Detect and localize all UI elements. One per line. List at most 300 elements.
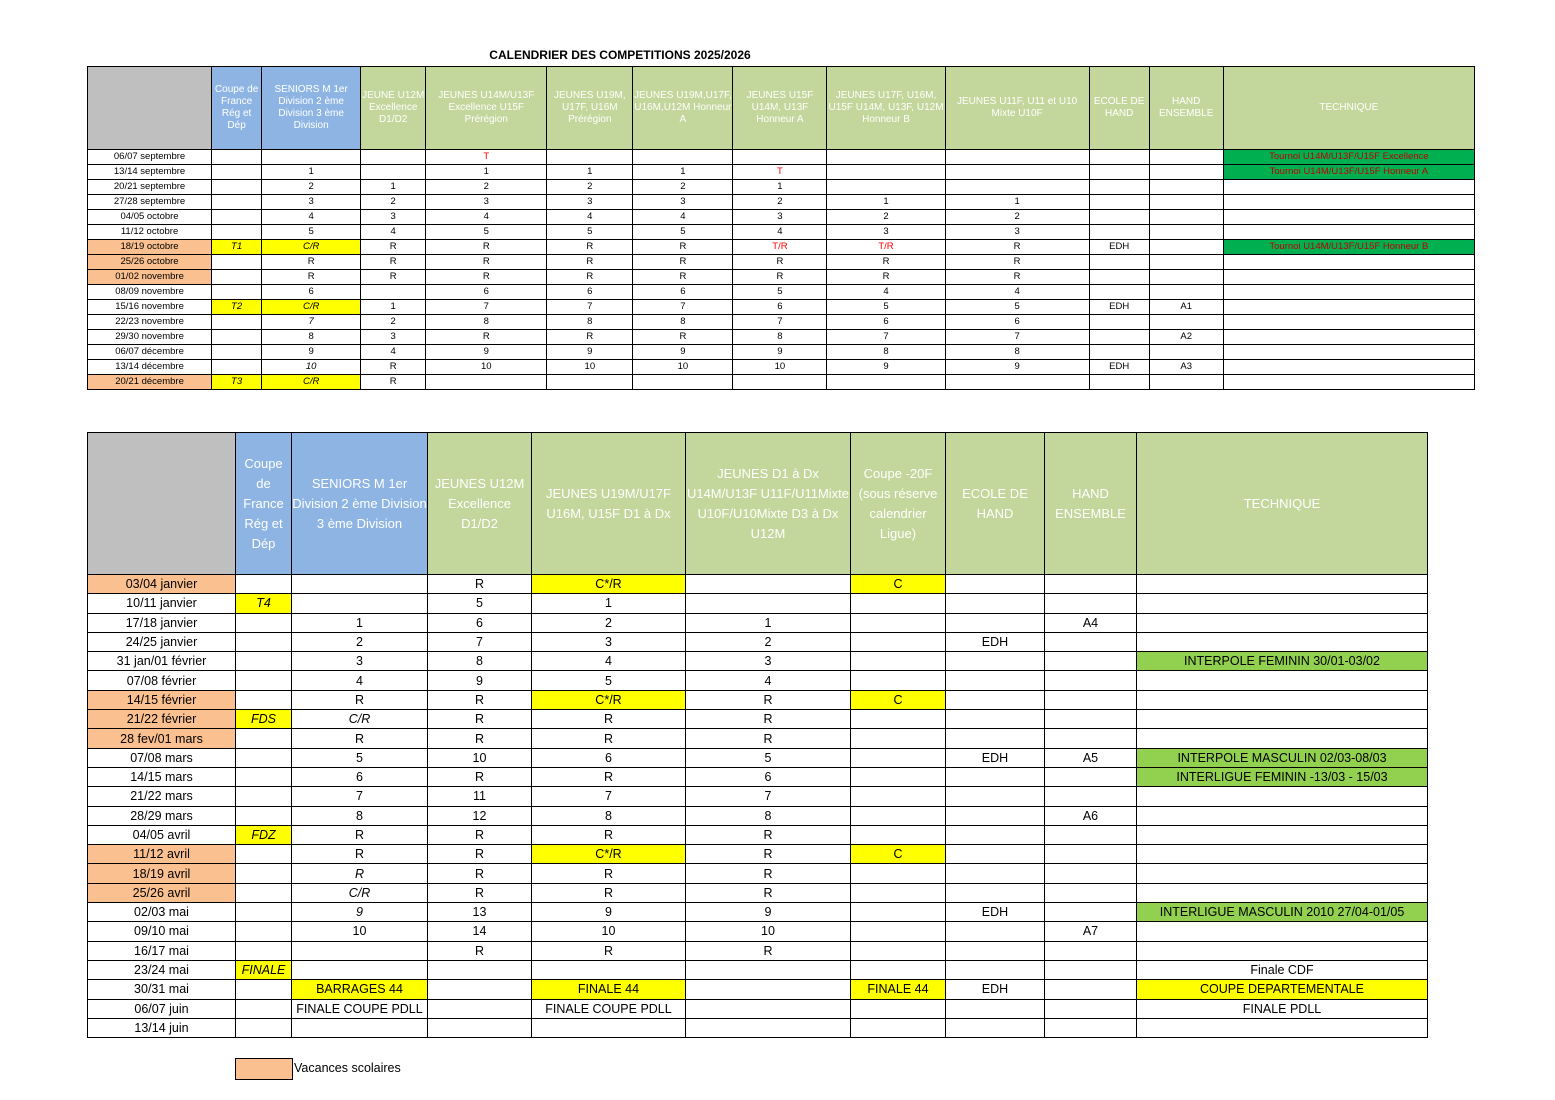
table-cell bbox=[1137, 941, 1428, 960]
table-cell bbox=[1089, 375, 1149, 390]
table-cell: R bbox=[262, 255, 361, 270]
table-cell bbox=[1137, 575, 1428, 594]
table-cell: 4 bbox=[262, 210, 361, 225]
table-cell bbox=[946, 767, 1045, 786]
table-cell: 3 bbox=[361, 210, 426, 225]
table-row bbox=[88, 941, 1428, 960]
table-cell: R bbox=[426, 255, 547, 270]
table-cell: 9 bbox=[547, 345, 633, 360]
table-cell bbox=[1223, 285, 1474, 300]
table-cell bbox=[733, 150, 827, 165]
table-cell bbox=[1137, 710, 1428, 729]
table-cell bbox=[236, 652, 292, 671]
table-row bbox=[88, 632, 1428, 651]
column-header: Coupe -20F (sous réserve calendrier Ligue) bbox=[851, 433, 946, 575]
table-cell bbox=[212, 150, 262, 165]
date-cell: 06/07 septembre bbox=[88, 150, 212, 165]
table-cell: 7 bbox=[633, 300, 733, 315]
table-cell bbox=[827, 180, 945, 195]
table-cell bbox=[1223, 225, 1474, 240]
table-cell bbox=[1223, 255, 1474, 270]
table-cell: A5 bbox=[1045, 748, 1137, 767]
table-cell: R bbox=[428, 710, 532, 729]
table-cell bbox=[1137, 613, 1428, 632]
table-cell bbox=[1137, 1018, 1428, 1037]
table-cell: R bbox=[547, 240, 633, 255]
table-cell: R bbox=[686, 729, 851, 748]
table-cell: 10 bbox=[686, 922, 851, 941]
table-cell: 4 bbox=[532, 652, 686, 671]
date-cell: 17/18 janvier bbox=[88, 613, 236, 632]
table-cell: A3 bbox=[1149, 360, 1223, 375]
table-cell: 3 bbox=[426, 195, 547, 210]
table-cell bbox=[851, 594, 946, 613]
table-cell: 5 bbox=[945, 300, 1089, 315]
date-cell: 03/04 janvier bbox=[88, 575, 236, 594]
table-cell bbox=[827, 150, 945, 165]
table-cell bbox=[212, 165, 262, 180]
table-cell: R bbox=[361, 375, 426, 390]
table-cell: R bbox=[292, 729, 428, 748]
table-cell bbox=[946, 1018, 1045, 1037]
table-cell: R bbox=[361, 240, 426, 255]
table-cell: R bbox=[827, 270, 945, 285]
table-cell: 2 bbox=[686, 632, 851, 651]
table-cell: T4 bbox=[236, 594, 292, 613]
table-cell bbox=[851, 652, 946, 671]
table-cell bbox=[1149, 165, 1223, 180]
table-row bbox=[88, 671, 1428, 690]
table-cell: 8 bbox=[686, 806, 851, 825]
table-cell: 5 bbox=[426, 225, 547, 240]
table-row bbox=[88, 710, 1428, 729]
date-cell: 25/26 octobre bbox=[88, 255, 212, 270]
table-cell bbox=[212, 270, 262, 285]
table-row bbox=[88, 255, 1475, 270]
table-cell: T/R bbox=[827, 240, 945, 255]
table-cell: 3 bbox=[633, 195, 733, 210]
table-cell bbox=[1045, 575, 1137, 594]
table-cell: R bbox=[292, 864, 428, 883]
table-cell bbox=[686, 960, 851, 979]
table-cell bbox=[236, 845, 292, 864]
table-cell bbox=[1137, 729, 1428, 748]
table-cell bbox=[292, 960, 428, 979]
table-cell: EDH bbox=[946, 632, 1045, 651]
table-cell: 5 bbox=[733, 285, 827, 300]
table-cell: 4 bbox=[361, 345, 426, 360]
table-cell: R bbox=[686, 690, 851, 709]
table-cell: 8 bbox=[532, 806, 686, 825]
date-cell: 18/19 octobre bbox=[88, 240, 212, 255]
table-cell bbox=[1149, 240, 1223, 255]
table-cell bbox=[1149, 210, 1223, 225]
table-cell bbox=[1089, 150, 1149, 165]
table-cell: R bbox=[633, 270, 733, 285]
table-cell bbox=[945, 165, 1089, 180]
table-cell bbox=[945, 150, 1089, 165]
table-cell bbox=[1045, 980, 1137, 999]
table-cell: 7 bbox=[292, 787, 428, 806]
table-cell: R bbox=[428, 825, 532, 844]
table-cell: C bbox=[851, 845, 946, 864]
table-cell: 2 bbox=[262, 180, 361, 195]
date-cell: 04/05 octobre bbox=[88, 210, 212, 225]
date-cell: 11/12 avril bbox=[88, 845, 236, 864]
table-row bbox=[88, 1018, 1428, 1037]
table-cell: 1 bbox=[292, 613, 428, 632]
table-cell bbox=[686, 1018, 851, 1037]
table-row bbox=[88, 375, 1475, 390]
column-header: JEUNES D1 à Dx U14M/U13F U11F/U11Mixte U10F/U10Mixte D3 à Dx U12M bbox=[686, 433, 851, 575]
table-cell: 11 bbox=[428, 787, 532, 806]
table-cell: 6 bbox=[547, 285, 633, 300]
table-cell: R bbox=[945, 240, 1089, 255]
table-cell: 1 bbox=[827, 195, 945, 210]
table-cell bbox=[851, 922, 946, 941]
table-cell: 8 bbox=[945, 345, 1089, 360]
table-cell: Finale CDF bbox=[1137, 960, 1428, 979]
table-cell bbox=[851, 883, 946, 902]
table-cell bbox=[851, 864, 946, 883]
date-cell: 28/29 mars bbox=[88, 806, 236, 825]
table-cell: COUPE DEPARTEMENTALE bbox=[1137, 980, 1428, 999]
date-cell: 28 fev/01 mars bbox=[88, 729, 236, 748]
table-cell: T2 bbox=[212, 300, 262, 315]
table-cell: R bbox=[292, 690, 428, 709]
table-cell: R bbox=[547, 270, 633, 285]
table-cell bbox=[1089, 270, 1149, 285]
table-cell: 3 bbox=[547, 195, 633, 210]
date-cell: 20/21 décembre bbox=[88, 375, 212, 390]
table-cell: R bbox=[428, 729, 532, 748]
table-cell bbox=[1045, 960, 1137, 979]
table-cell bbox=[851, 787, 946, 806]
table-cell bbox=[946, 575, 1045, 594]
table-cell: A7 bbox=[1045, 922, 1137, 941]
column-header: JEUNES U11F, U11 et U10 Mixte U10F bbox=[945, 67, 1089, 150]
date-cell: 07/08 février bbox=[88, 671, 236, 690]
table-cell: R bbox=[428, 883, 532, 902]
column-header: SENIORS M 1er Division 2 ème Division 3 ème Division bbox=[292, 433, 428, 575]
table-cell bbox=[946, 941, 1045, 960]
table-cell: 9 bbox=[945, 360, 1089, 375]
table-cell bbox=[1137, 845, 1428, 864]
table-cell: R bbox=[428, 767, 532, 786]
table-cell bbox=[1045, 999, 1137, 1018]
table-cell bbox=[236, 690, 292, 709]
date-cell: 06/07 juin bbox=[88, 999, 236, 1018]
column-header: TECHNIQUE bbox=[1223, 67, 1474, 150]
table-cell bbox=[946, 845, 1045, 864]
table-row bbox=[88, 922, 1428, 941]
table-cell: C*/R bbox=[532, 845, 686, 864]
table-cell: 5 bbox=[547, 225, 633, 240]
legend-label: Vacances scolaires bbox=[294, 1061, 401, 1075]
table-cell bbox=[686, 594, 851, 613]
table-cell: 5 bbox=[262, 225, 361, 240]
date-cell: 22/23 novembre bbox=[88, 315, 212, 330]
table-cell bbox=[1045, 883, 1137, 902]
table-cell bbox=[946, 960, 1045, 979]
table-cell: 7 bbox=[945, 330, 1089, 345]
table-cell: 9 bbox=[633, 345, 733, 360]
table-cell bbox=[946, 787, 1045, 806]
table-cell: 2 bbox=[733, 195, 827, 210]
table-cell bbox=[1149, 345, 1223, 360]
table-cell bbox=[851, 941, 946, 960]
column-header: JEUNES U14M/U13F Excellence U15F Prérégion bbox=[426, 67, 547, 150]
table-cell: 6 bbox=[686, 767, 851, 786]
table-cell bbox=[851, 960, 946, 979]
table-row bbox=[88, 225, 1475, 240]
table-cell bbox=[1137, 825, 1428, 844]
date-cell: 02/03 mai bbox=[88, 903, 236, 922]
date-cell: 10/11 janvier bbox=[88, 594, 236, 613]
table-row bbox=[88, 300, 1475, 315]
date-cell: 13/14 septembre bbox=[88, 165, 212, 180]
table-cell bbox=[946, 652, 1045, 671]
date-cell: 11/12 octobre bbox=[88, 225, 212, 240]
table-row bbox=[88, 729, 1428, 748]
table-cell: 4 bbox=[633, 210, 733, 225]
table-cell: 6 bbox=[945, 315, 1089, 330]
column-header: JEUNES U12M Excellence D1/D2 bbox=[428, 433, 532, 575]
table-cell bbox=[1137, 864, 1428, 883]
table-row bbox=[88, 845, 1428, 864]
table-cell bbox=[1045, 845, 1137, 864]
table-cell: EDH bbox=[946, 748, 1045, 767]
table-cell bbox=[945, 375, 1089, 390]
table-cell bbox=[426, 375, 547, 390]
table-cell: R bbox=[426, 330, 547, 345]
table-row bbox=[88, 613, 1428, 632]
table-cell bbox=[1137, 922, 1428, 941]
table-cell: C bbox=[851, 575, 946, 594]
table-cell: R bbox=[361, 360, 426, 375]
table-cell: 4 bbox=[733, 225, 827, 240]
table-cell bbox=[1089, 330, 1149, 345]
table-cell: 8 bbox=[547, 315, 633, 330]
table-cell: 5 bbox=[428, 594, 532, 613]
table-cell: INTERPOLE MASCULIN 02/03-08/03 bbox=[1137, 748, 1428, 767]
table-cell bbox=[1089, 285, 1149, 300]
table-cell: R bbox=[428, 690, 532, 709]
table-cell bbox=[1223, 360, 1474, 375]
table-cell: 3 bbox=[292, 652, 428, 671]
date-cell: 30/31 mai bbox=[88, 980, 236, 999]
table-cell bbox=[851, 1018, 946, 1037]
table-cell: 5 bbox=[633, 225, 733, 240]
table-cell: 10 bbox=[426, 360, 547, 375]
table-cell: 1 bbox=[361, 300, 426, 315]
column-header: ECOLE DE HAND bbox=[946, 433, 1045, 575]
table-cell bbox=[633, 375, 733, 390]
table-cell bbox=[686, 575, 851, 594]
table-cell bbox=[1089, 165, 1149, 180]
table-cell: R bbox=[532, 825, 686, 844]
column-header: JEUNES U19M,U17F, U16M,U12M Honneur A bbox=[633, 67, 733, 150]
table-cell: 5 bbox=[532, 671, 686, 690]
table-cell: 13 bbox=[428, 903, 532, 922]
table-cell bbox=[1223, 375, 1474, 390]
table-cell: 6 bbox=[532, 748, 686, 767]
table-cell: 6 bbox=[633, 285, 733, 300]
table-cell: 9 bbox=[532, 903, 686, 922]
table-cell bbox=[1137, 690, 1428, 709]
table-cell bbox=[946, 671, 1045, 690]
table-cell: 4 bbox=[686, 671, 851, 690]
table-row bbox=[88, 330, 1475, 345]
table-cell bbox=[212, 360, 262, 375]
table-cell: 7 bbox=[426, 300, 547, 315]
table-cell bbox=[1223, 210, 1474, 225]
table-cell bbox=[1149, 255, 1223, 270]
table-row bbox=[88, 594, 1428, 613]
table-cell: Tournoi U14M/U13F/U15F Honneur B bbox=[1223, 240, 1474, 255]
table-cell: 1 bbox=[945, 195, 1089, 210]
table-cell: 6 bbox=[428, 613, 532, 632]
table-cell: 2 bbox=[532, 613, 686, 632]
table-cell: R bbox=[686, 883, 851, 902]
table-cell: C/R bbox=[262, 300, 361, 315]
date-cell: 07/08 mars bbox=[88, 748, 236, 767]
column-header: TECHNIQUE bbox=[1137, 433, 1428, 575]
table-row bbox=[88, 240, 1475, 255]
table-cell: R bbox=[733, 270, 827, 285]
table-cell: Tournoi U14M/U13F/U15F Honneur A bbox=[1223, 165, 1474, 180]
table-cell: 1 bbox=[361, 180, 426, 195]
table-cell bbox=[1045, 690, 1137, 709]
table-cell: C*/R bbox=[532, 690, 686, 709]
date-cell: 16/17 mai bbox=[88, 941, 236, 960]
table-cell bbox=[547, 375, 633, 390]
table-cell bbox=[946, 613, 1045, 632]
table-cell bbox=[1089, 345, 1149, 360]
table-cell: R bbox=[426, 270, 547, 285]
table-cell bbox=[1137, 594, 1428, 613]
table-cell: 10 bbox=[733, 360, 827, 375]
table-cell: C/R bbox=[292, 710, 428, 729]
table-cell bbox=[1089, 180, 1149, 195]
table-cell: 2 bbox=[426, 180, 547, 195]
table-cell: 1 bbox=[686, 613, 851, 632]
table-cell: R bbox=[633, 330, 733, 345]
table-cell: 3 bbox=[361, 330, 426, 345]
table-cell bbox=[361, 150, 426, 165]
table-cell: 1 bbox=[262, 165, 361, 180]
table-cell bbox=[1149, 285, 1223, 300]
table-cell: 1 bbox=[426, 165, 547, 180]
column-header bbox=[88, 67, 212, 150]
table-cell: T1 bbox=[212, 240, 262, 255]
table-cell bbox=[851, 710, 946, 729]
table-cell bbox=[1223, 195, 1474, 210]
table-cell: 7 bbox=[686, 787, 851, 806]
table-cell: 7 bbox=[532, 787, 686, 806]
table-cell bbox=[1045, 652, 1137, 671]
table-row bbox=[88, 999, 1428, 1018]
table-cell: R bbox=[547, 255, 633, 270]
table-cell bbox=[946, 690, 1045, 709]
table-cell: 8 bbox=[292, 806, 428, 825]
table-cell bbox=[1149, 315, 1223, 330]
table-cell bbox=[851, 806, 946, 825]
table-row bbox=[88, 883, 1428, 902]
table-cell bbox=[212, 345, 262, 360]
table-row bbox=[88, 285, 1475, 300]
table-cell: R bbox=[633, 255, 733, 270]
date-cell: 27/28 septembre bbox=[88, 195, 212, 210]
table-cell: 9 bbox=[262, 345, 361, 360]
table-cell: 10 bbox=[292, 922, 428, 941]
table-cell: 9 bbox=[428, 671, 532, 690]
date-cell: 21/22 mars bbox=[88, 787, 236, 806]
table-cell bbox=[851, 999, 946, 1018]
table-cell: BARRAGES 44 bbox=[292, 980, 428, 999]
table-cell bbox=[1045, 941, 1137, 960]
table-cell: A1 bbox=[1149, 300, 1223, 315]
table-cell bbox=[1223, 180, 1474, 195]
table-cell: INTERLIGUE FEMININ -13/03 - 15/03 bbox=[1137, 767, 1428, 786]
date-cell: 25/26 avril bbox=[88, 883, 236, 902]
table-cell: FINALE bbox=[236, 960, 292, 979]
table-cell: 2 bbox=[827, 210, 945, 225]
table-cell bbox=[1045, 729, 1137, 748]
table-cell: R bbox=[428, 864, 532, 883]
table-cell bbox=[851, 767, 946, 786]
table-row bbox=[88, 806, 1428, 825]
table-cell bbox=[236, 575, 292, 594]
table-row bbox=[88, 960, 1428, 979]
table-cell: 7 bbox=[733, 315, 827, 330]
table-cell: 3 bbox=[827, 225, 945, 240]
table-cell bbox=[236, 999, 292, 1018]
table-cell: 2 bbox=[547, 180, 633, 195]
table-row bbox=[88, 165, 1475, 180]
table-cell: 10 bbox=[532, 922, 686, 941]
table-cell: 5 bbox=[292, 748, 428, 767]
table-cell bbox=[1045, 594, 1137, 613]
table-cell bbox=[292, 594, 428, 613]
table-cell bbox=[686, 980, 851, 999]
column-header bbox=[88, 433, 236, 575]
table-cell bbox=[361, 285, 426, 300]
table-row bbox=[88, 825, 1428, 844]
table-cell: R bbox=[945, 270, 1089, 285]
table-cell bbox=[236, 671, 292, 690]
table-cell bbox=[532, 960, 686, 979]
table-cell bbox=[212, 285, 262, 300]
table-row bbox=[88, 150, 1475, 165]
table-cell: 4 bbox=[827, 285, 945, 300]
table-row bbox=[88, 767, 1428, 786]
table-row bbox=[88, 652, 1428, 671]
calendar-table-2025 bbox=[87, 66, 1475, 390]
table-cell: C bbox=[851, 690, 946, 709]
table-cell: 8 bbox=[633, 315, 733, 330]
table-cell bbox=[1137, 632, 1428, 651]
table-cell: FINALE 44 bbox=[851, 980, 946, 999]
table-cell: R bbox=[426, 240, 547, 255]
table-cell: 7 bbox=[827, 330, 945, 345]
table-cell bbox=[946, 999, 1045, 1018]
table-cell: R bbox=[633, 240, 733, 255]
table-cell bbox=[212, 195, 262, 210]
table-cell: FINALE 44 bbox=[532, 980, 686, 999]
table-cell: FINALE COUPE PDLL bbox=[292, 999, 428, 1018]
table-cell bbox=[1045, 710, 1137, 729]
